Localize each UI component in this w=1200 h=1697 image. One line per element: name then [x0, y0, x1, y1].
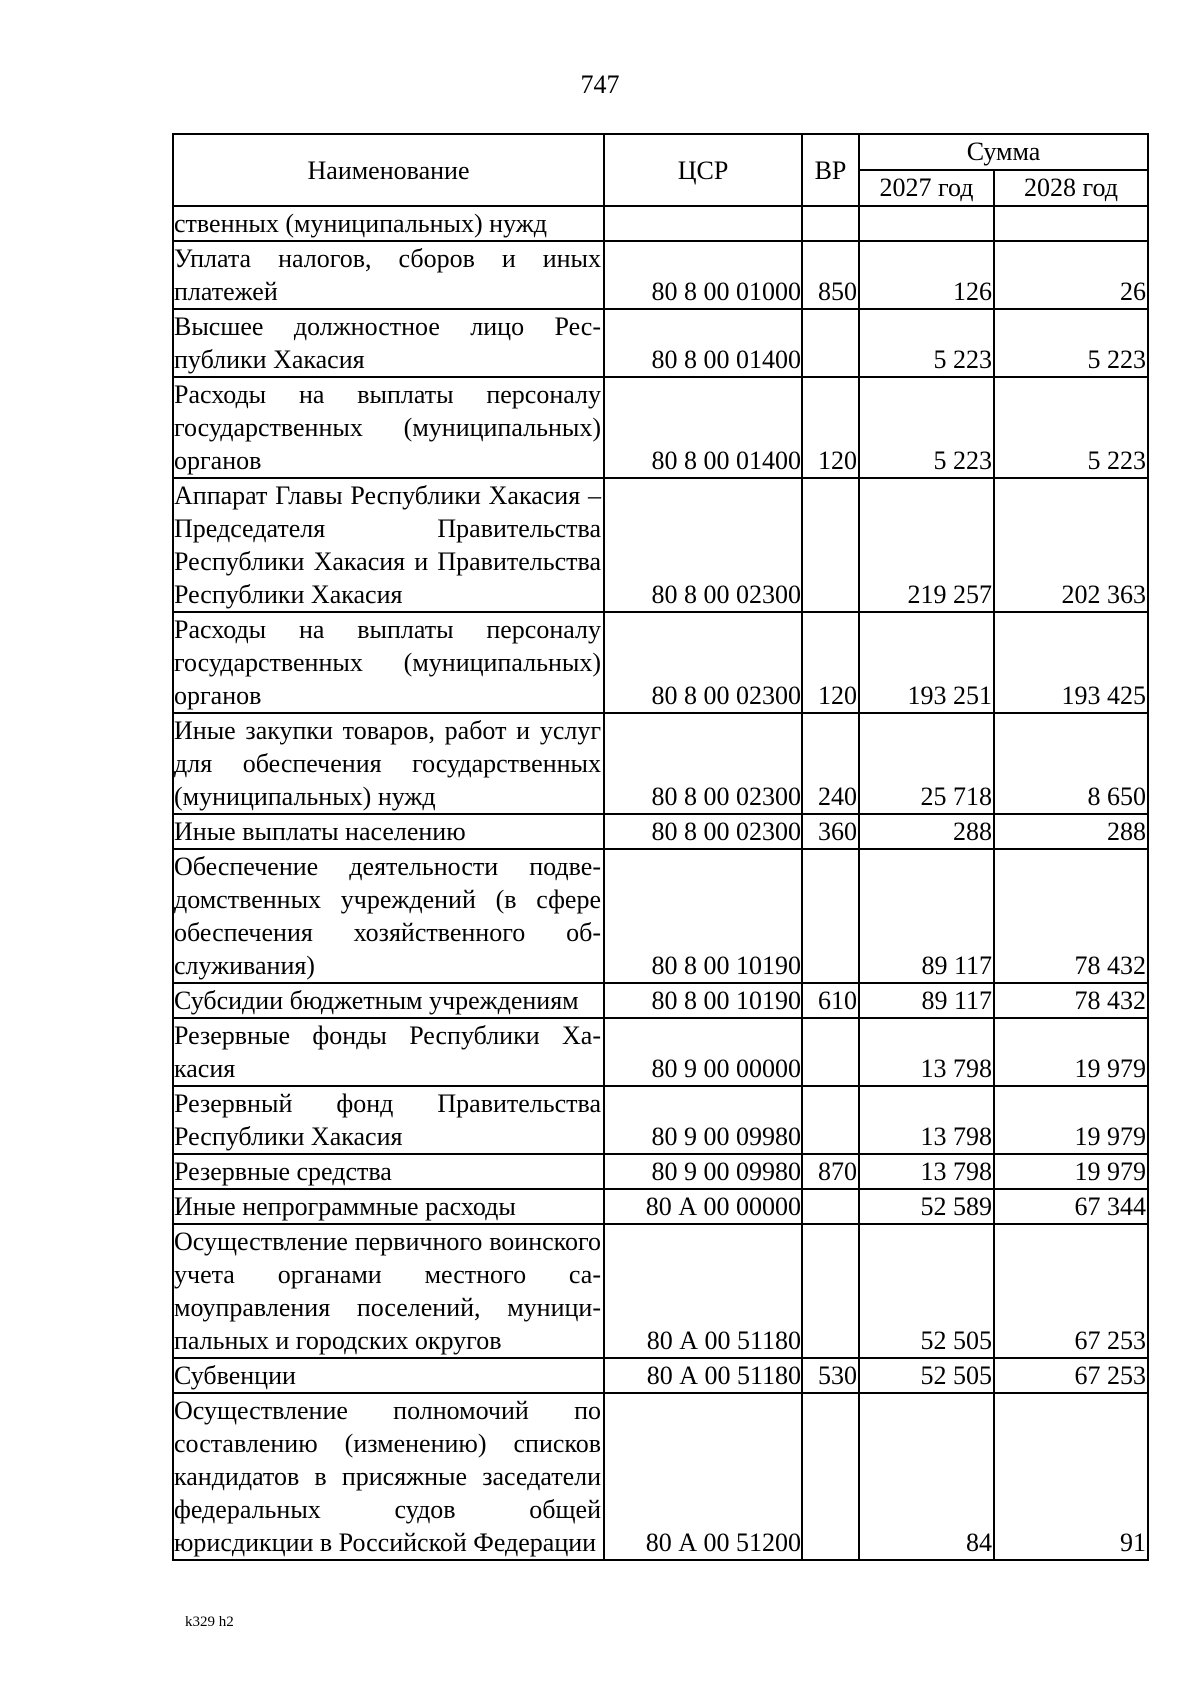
row-name-cell: Резервный фонд Правительства Республики Хакасия [173, 1086, 604, 1154]
row-csr-cell: 80 8 00 02300 [604, 612, 802, 713]
table-body [173, 206, 1148, 1560]
row-2028-cell: 19 979 [994, 1154, 1148, 1189]
row-name-cell: Осуществление первичного воинского учета органами местного самоуправления поселений, муниципальных и городских округов [173, 1224, 604, 1358]
row-csr-cell: 80 8 00 10190 [604, 983, 802, 1018]
page-number: 747 [580, 70, 620, 99]
row-2028-cell: 91 [994, 1393, 1148, 1560]
row-vr-cell: 530 [802, 1358, 859, 1393]
row-csr-cell: 80 9 00 00000 [604, 1018, 802, 1086]
row-csr-cell: 80 А 00 51180 [604, 1358, 802, 1393]
row-2028-cell: 78 432 [994, 983, 1148, 1018]
table-row [173, 377, 1148, 478]
row-csr-cell: 80 8 00 01400 [604, 377, 802, 478]
row-2028-cell: 288 [994, 814, 1148, 849]
row-2028-cell: 78 432 [994, 849, 1148, 983]
row-vr-cell [802, 849, 859, 983]
header-row [173, 134, 1148, 170]
row-vr-cell: 610 [802, 983, 859, 1018]
row-2027-cell: 84 [859, 1393, 994, 1560]
row-vr-cell: 240 [802, 713, 859, 814]
row-vr-cell [802, 478, 859, 612]
row-vr-cell [802, 206, 859, 241]
row-name-cell: Расходы на выплаты персоналу государственных (муниципальных) органов [173, 612, 604, 713]
row-2027-cell: 52 589 [859, 1189, 994, 1224]
row-2027-cell: 52 505 [859, 1358, 994, 1393]
header-vr: ВР [802, 134, 859, 206]
row-vr-cell: 120 [802, 377, 859, 478]
row-csr-cell [604, 206, 802, 241]
row-vr-cell [802, 1189, 859, 1224]
row-2027-cell: 5 223 [859, 309, 994, 377]
row-2027-cell: 219 257 [859, 478, 994, 612]
row-2027-cell: 126 [859, 241, 994, 309]
row-2027-cell: 193 251 [859, 612, 994, 713]
row-2028-cell: 5 223 [994, 377, 1148, 478]
row-vr-cell [802, 1086, 859, 1154]
row-2027-cell: 25 718 [859, 713, 994, 814]
row-csr-cell: 80 8 00 01400 [604, 309, 802, 377]
row-vr-cell: 360 [802, 814, 859, 849]
table-row [173, 1224, 1148, 1358]
row-csr-cell: 80 8 00 10190 [604, 849, 802, 983]
table-row [173, 1018, 1148, 1086]
header-sum: Сумма [859, 134, 1148, 170]
footer-code: k329 h2 [185, 1614, 234, 1630]
row-name-cell: Уплата налогов, сборов и иных платежей [173, 241, 604, 309]
budget-table [172, 133, 1149, 1561]
row-2027-cell: 13 798 [859, 1154, 994, 1189]
row-2028-cell: 8 650 [994, 713, 1148, 814]
row-2028-cell: 193 425 [994, 612, 1148, 713]
row-2027-cell: 89 117 [859, 983, 994, 1018]
row-name-cell: Иные выплаты населению [173, 814, 604, 849]
row-name-cell: Высшее должностное лицо Республики Хакасия [173, 309, 604, 377]
table-row [173, 206, 1148, 241]
row-2027-cell: 288 [859, 814, 994, 849]
row-vr-cell [802, 1393, 859, 1560]
table-row [173, 713, 1148, 814]
table-row [173, 849, 1148, 983]
row-vr-cell: 870 [802, 1154, 859, 1189]
table-row [173, 1154, 1148, 1189]
row-2027-cell [859, 206, 994, 241]
header-csr: ЦСР [604, 134, 802, 206]
row-2028-cell: 202 363 [994, 478, 1148, 612]
table-row [173, 309, 1148, 377]
header-2028: 2028 год [994, 170, 1148, 206]
table-row [173, 1189, 1148, 1224]
row-2027-cell: 13 798 [859, 1086, 994, 1154]
row-2028-cell: 19 979 [994, 1086, 1148, 1154]
row-2028-cell: 67 253 [994, 1224, 1148, 1358]
row-name-cell: Иные непрограммные расходы [173, 1189, 604, 1224]
row-name-cell: Иные закупки товаров, работ и услуг для обеспечения государственных (муниципальных) нужд [173, 713, 604, 814]
row-csr-cell: 80 8 00 01000 [604, 241, 802, 309]
row-csr-cell: 80 9 00 09980 [604, 1154, 802, 1189]
row-name-cell: Расходы на выплаты персоналу государственных (муниципальных) органов [173, 377, 604, 478]
row-2028-cell: 26 [994, 241, 1148, 309]
row-name-cell: Резервные средства [173, 1154, 604, 1189]
row-csr-cell: 80 А 00 51180 [604, 1224, 802, 1358]
row-vr-cell: 850 [802, 241, 859, 309]
row-2028-cell [994, 206, 1148, 241]
table-row [173, 612, 1148, 713]
row-name-cell: Субвенции [173, 1358, 604, 1393]
table-row [173, 814, 1148, 849]
row-csr-cell: 80 8 00 02300 [604, 478, 802, 612]
row-vr-cell: 120 [802, 612, 859, 713]
row-2028-cell: 19 979 [994, 1018, 1148, 1086]
table-row [173, 1086, 1148, 1154]
row-name-cell: Резервные фонды Республики Хакасия [173, 1018, 604, 1086]
row-2028-cell: 67 344 [994, 1189, 1148, 1224]
header-name: Наименование [173, 134, 604, 206]
row-2027-cell: 13 798 [859, 1018, 994, 1086]
row-2028-cell: 5 223 [994, 309, 1148, 377]
row-2028-cell: 67 253 [994, 1358, 1148, 1393]
row-2027-cell: 5 223 [859, 377, 994, 478]
row-csr-cell: 80 А 00 51200 [604, 1393, 802, 1560]
table-row [173, 241, 1148, 309]
row-name-cell: Субсидии бюджетным учреждениям [173, 983, 604, 1018]
header-2027: 2027 год [859, 170, 994, 206]
row-vr-cell [802, 1224, 859, 1358]
row-2027-cell: 52 505 [859, 1224, 994, 1358]
row-vr-cell [802, 309, 859, 377]
row-csr-cell: 80 8 00 02300 [604, 713, 802, 814]
table-row [173, 478, 1148, 612]
table-row [173, 983, 1148, 1018]
table-row [173, 1358, 1148, 1393]
row-csr-cell: 80 9 00 09980 [604, 1086, 802, 1154]
row-2027-cell: 89 117 [859, 849, 994, 983]
row-csr-cell: 80 8 00 02300 [604, 814, 802, 849]
row-name-cell: Осуществление полномочий по составлению (изменению) списков кандидатов в присяжные заседатели федеральных судов общей юрисдикции в Российской Федерации [173, 1393, 604, 1560]
table-row [173, 1393, 1148, 1560]
row-name-cell: Аппарат Главы Республики Хакасия – Председателя Правительства Республики Хакасия и Правительства Республики Хакасия [173, 478, 604, 612]
row-vr-cell [802, 1018, 859, 1086]
row-csr-cell: 80 А 00 00000 [604, 1189, 802, 1224]
row-name-cell: Обеспечение деятельности подведомственных учреждений (в сфере обеспечения хозяйственного обслуживания) [173, 849, 604, 983]
row-name-cell: ственных (муниципальных) нужд [173, 206, 604, 241]
